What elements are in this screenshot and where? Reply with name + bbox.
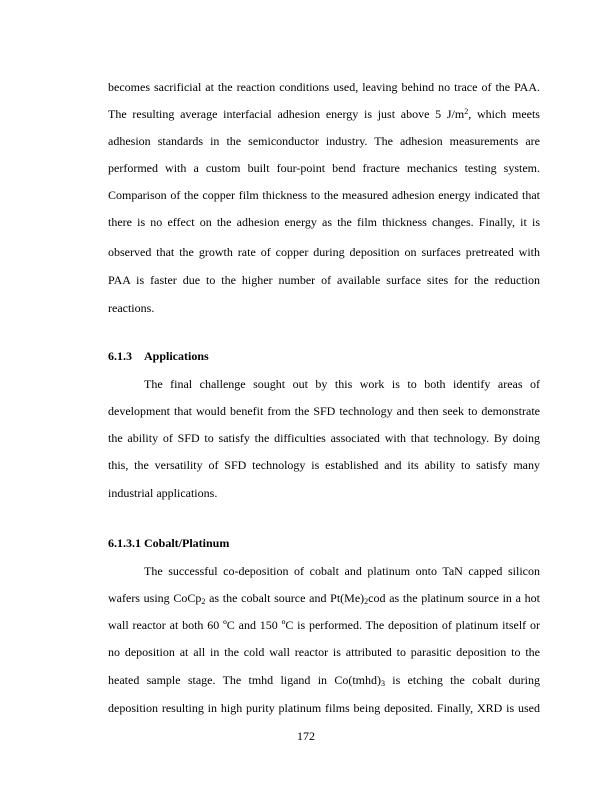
subscript: 2 [201, 597, 206, 606]
section-number: 6.1.3 [108, 349, 132, 363]
body-line: becomes sacrificial at the reaction conditions used, leaving behind no trace of the PAA. [108, 80, 540, 94]
subscript: 3 [380, 679, 385, 688]
superscript: 2 [464, 107, 469, 116]
body-line: deposition resulting in high purity platinum films being deposited. Finally, XRD is used [108, 701, 540, 715]
text-run: , which meets [468, 107, 540, 121]
body-line: there is no effect on the adhesion energy as the film thickness changes. Finally, it is [108, 215, 540, 229]
body-line: industrial applications. [108, 486, 218, 500]
body-line: observed that the growth rate of copper during deposition on surfaces pretreated with [108, 245, 540, 259]
body-line [108, 591, 540, 605]
subsection-heading: 6.1.3.1 Cobalt/Platinum [108, 536, 230, 550]
body-line: The final challenge sought out by this work is to both identify areas of [144, 377, 540, 391]
body-line [108, 107, 540, 121]
text-run: wafers using CoCp [108, 591, 202, 605]
subscript: 2 [364, 597, 369, 606]
body-line: wall reactor at both 60 ºC and 150 ºC is performed. The deposition of platinum itself or [108, 618, 540, 632]
text-run: as the cobalt source and Pt(Me) [205, 591, 365, 605]
section-title: Applications [144, 349, 209, 363]
body-line: The successful co-deposition of cobalt and platinum onto TaN capped silicon [144, 564, 540, 578]
text-run: is etching the cobalt during [384, 673, 540, 687]
text-run: The resulting average interfacial adhesion energy is just above 5 J/m [108, 107, 465, 121]
section-heading [108, 349, 209, 363]
body-line [108, 673, 540, 687]
body-line: performed with a custom built four-point bend fracture mechanics testing system. [108, 161, 540, 175]
body-line: the ability of SFD to satisfy the difficulties associated with that technology. By doing [108, 431, 540, 445]
body-line: Comparison of the copper film thickness to the measured adhesion energy indicated that [108, 188, 540, 202]
body-line: PAA is faster due to the higher number of available surface sites for the reduction [108, 273, 540, 287]
body-line: this, the versatility of SFD technology is established and its ability to satisfy many [108, 458, 540, 472]
body-line: development that would benefit from the SFD technology and then seek to demonstrate [108, 404, 540, 418]
body-line: adhesion standards in the semiconductor industry. The adhesion measurements are [108, 134, 540, 148]
page-number: 172 [297, 729, 315, 743]
body-line: no deposition at all in the cold wall reactor is attributed to parasitic deposition to the [108, 645, 540, 659]
text-run: heated sample stage. The tmhd ligand in Co(tmhd) [108, 673, 381, 687]
text-run: cod as the platinum source in a hot [368, 591, 540, 605]
body-line: reactions. [108, 301, 155, 315]
